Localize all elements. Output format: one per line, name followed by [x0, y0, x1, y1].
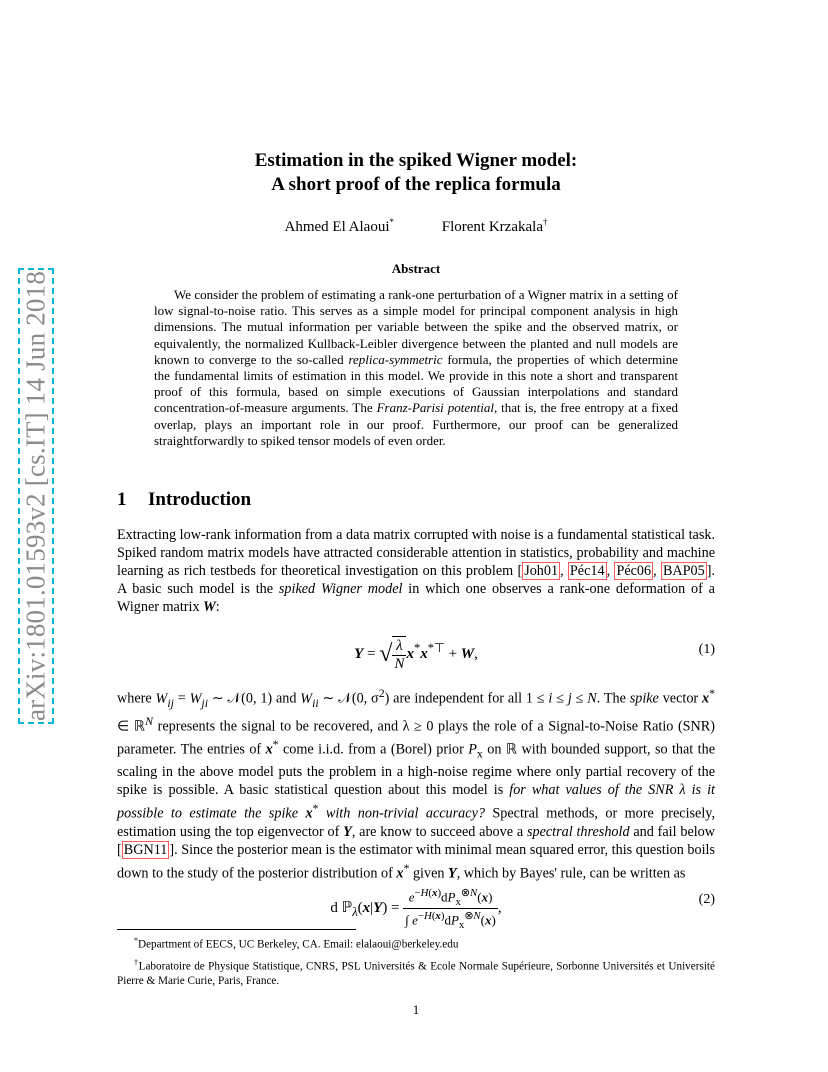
title-line-1: Estimation in the spiked Wigner model:	[254, 150, 578, 171]
equation-2-number: (2)	[698, 892, 715, 907]
author-2-footnote-mark: †	[542, 217, 548, 227]
arxiv-side-stamp	[18, 268, 54, 724]
author-2: Florent Krzakala†	[441, 217, 548, 235]
section-number: 1	[117, 489, 127, 510]
equation-2	[117, 878, 715, 931]
page-number: 1	[412, 1002, 420, 1017]
section-heading-introduction	[117, 489, 251, 511]
equation-1-number: (1)	[698, 642, 715, 657]
intro-paragraph-2: where $W_{ij} = W_{ji}$ ∼ 𝒩(0, 1) and $W_{ii}$ ∼ 𝒩(0, $\sigma^2$) are independent for all 1 ≤ i ≤ j ≤ N. The spike vector x* ∈ ℝ$^N$ represents the signal to be recovered, and λ ≥ 0 plays the role of a Signal-to-Noise Ratio (SNR) parameter. The entries of x* come i.i.d. from a (Borel) prior $P_x$ on ℝ with bounded support, so that the scaling in the above model puts the problem in a high-noise regime where only partial recovery of the spike is possible. A basic statistical question about this model is for what values of the SNR λ is it possible to estimate the spike x* with non-trivial accuracy? Spectral methods, or more precisely, estimation using the top eigenvector of Y, are know to succeed above a spectral threshold and fail below [ BGN11 ]. Since the posterior mean is the estimator with minimal mean squared error, this question boils down to the study of the posterior distribution of x* given Y, which by Bayes' rule, can be written as	[117, 686, 716, 882]
equation-1-body: Y = √ $\frac{\lambda}{N}$ x*x*⊤ + W,	[354, 638, 478, 672]
arxiv-identifier: arXiv:1801.01593v2 [cs.IT] 14 Jun 2018	[20, 270, 51, 722]
footnotes	[117, 933, 715, 989]
abstract-body: We consider the problem of estimating a rank-one perturbation of a Wigner matrix in a setting of low signal-to-noise ratio. This serves as a simple model for principal component analysis in high dimensions. The mutual information per variable between the spike and the observed matrix, or equivalently, the normalized Kullback-Leibler divergence between the planted and null models are known to converge to the so-called replica-symmetric formula, the properties of which determine the fundamental limits of estimation in this model. We provide in this note a short and transparent proof of this formula, based on simple executions of Gaussian interpolations and standard concentration-of-measure arguments. The Franz-Parisi potential, that is, the free entropy at a fixed overlap, plays an important role in our proof. Furthermore, our proof can be generalized straightforwardly to spiked tensor models of even order.	[154, 287, 679, 448]
equation-2-body: d ℙ$_\lambda$(x|Y) = $\frac{e^{-H(x)}dP_x^{\otimes N}(x)}{\int e^{-H(x)}dP_x^{\otimes N}(x)}$ ,	[330, 887, 502, 931]
citation-link[interactable]: Péc06	[616, 563, 652, 579]
title-line-2: A short proof of the replica formula	[271, 174, 561, 195]
citation-link[interactable]: Péc14	[569, 563, 605, 579]
citation-link[interactable]: BAP05	[662, 563, 705, 579]
footnote-2: †Laboratoire de Physique Statistique, CNRS, PSL Universités & Ecole Normale Supérieure, Sorbonne Universités et Université Pierre & Marie Curie, Paris, France.	[117, 957, 715, 988]
footnote-divider	[117, 929, 356, 930]
equation-1	[117, 628, 715, 670]
author-1: Ahmed El Alaoui*	[284, 217, 395, 235]
abstract-heading: Abstract	[391, 261, 441, 276]
author-list	[117, 217, 715, 236]
author-1-footnote-mark: *	[389, 217, 395, 227]
citation-link[interactable]: BGN11	[123, 841, 168, 858]
paper-title	[117, 149, 715, 197]
citation-link[interactable]: Joh01	[524, 563, 559, 579]
section-title: Introduction	[148, 489, 252, 510]
footnote-1: *Department of EECS, UC Berkeley, CA. Email: elalaoui@berkeley.edu	[134, 936, 459, 951]
intro-paragraph-1: Extracting low-rank information from a data matrix corrupted with noise is a fundamental statistical task. Spiked random matrix models have attracted considerable attention in statistics, probability and machine learning as rich testbeds for theoretical investigation on this problem [ Joh01 , Péc14 , Péc06 , BAP05 ]. A basic such model is the spiked Wigner model in which one observes a rank-one deformation of a Wigner matrix W:	[117, 527, 716, 615]
